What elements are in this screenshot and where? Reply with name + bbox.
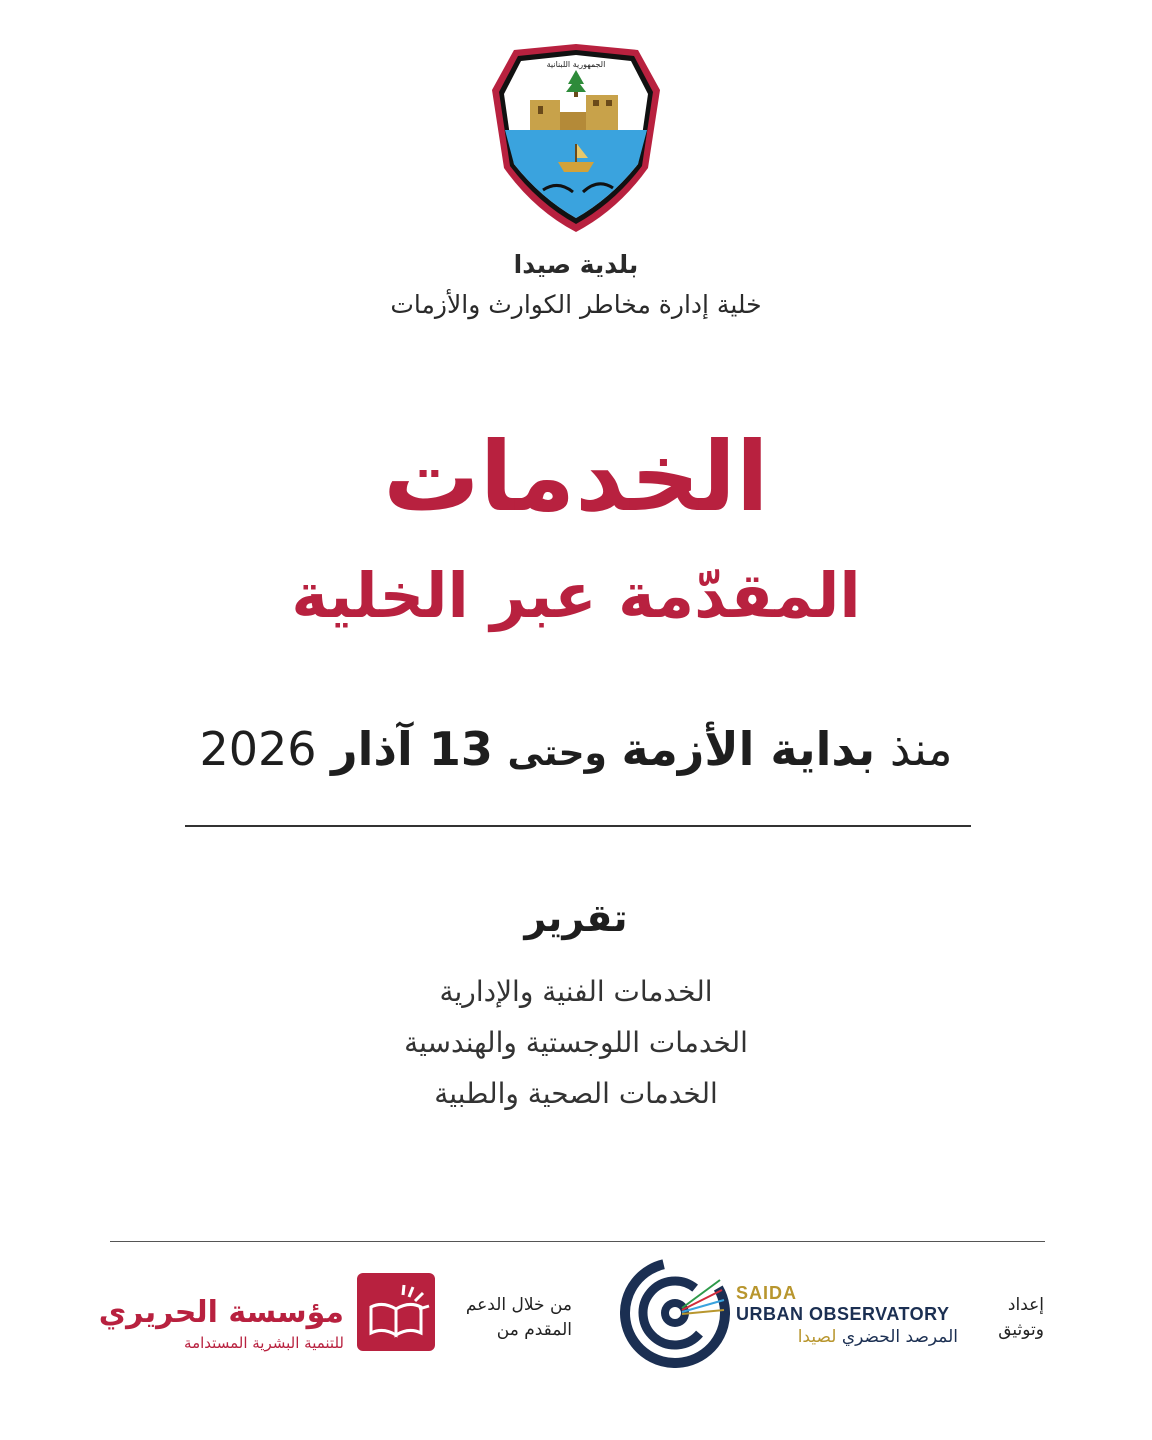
prepared-by-label	[972, 1293, 1044, 1342]
footer-divider	[110, 1241, 1045, 1242]
period-date: 13 آذار	[331, 722, 493, 776]
page-title: الخدمات	[383, 421, 769, 533]
saida-urban-observatory-wordmark	[736, 1283, 958, 1347]
period-year: 2026	[199, 722, 317, 776]
service-item: الخدمات اللوجستية والهندسية	[404, 1026, 748, 1059]
prepared-line-2: وتوثيق	[998, 1319, 1044, 1340]
suo-line-1: SAIDA	[736, 1283, 798, 1303]
crest-text: الجمهورية اللبنانية	[546, 60, 606, 69]
suo-arabic-1: المرصد الحضري	[841, 1327, 958, 1347]
hariri-foundation-logo	[357, 1273, 435, 1351]
report-period	[0, 722, 1152, 776]
saida-urban-observatory-logo	[620, 1258, 730, 1368]
period-start: بداية الأزمة	[621, 722, 876, 776]
period-prefix: منذ	[889, 722, 953, 776]
suo-line-2: URBAN OBSERVATORY	[736, 1304, 950, 1324]
period-middle: وحتى	[507, 733, 607, 774]
support-label	[440, 1293, 572, 1342]
org-cell-name: خلية إدارة مخاطر الكوارث والأزمات	[390, 290, 762, 319]
org-name: بلدية صيدا	[513, 250, 639, 279]
open-book-icon	[357, 1273, 435, 1351]
service-item: الخدمات الفنية والإدارية	[439, 975, 713, 1008]
report-heading: تقرير	[524, 896, 628, 940]
service-item: الخدمات الصحية والطبية	[434, 1077, 718, 1110]
divider	[185, 825, 971, 827]
page-subtitle: المقدّمة عبر الخلية	[291, 559, 861, 632]
saida-municipality-crest	[488, 40, 664, 236]
suo-arabic	[736, 1327, 958, 1347]
suo-arabic-2: لصيدا	[797, 1327, 837, 1347]
hariri-foundation-subtitle: للتنمية البشرية المستدامة	[184, 1334, 344, 1352]
support-line-1: من خلال الدعم	[465, 1295, 572, 1315]
support-line-2: المقدم من	[496, 1319, 572, 1340]
prepared-line-1: إعداد	[1007, 1295, 1044, 1315]
hariri-foundation-name: مؤسسة الحريري	[98, 1295, 344, 1330]
